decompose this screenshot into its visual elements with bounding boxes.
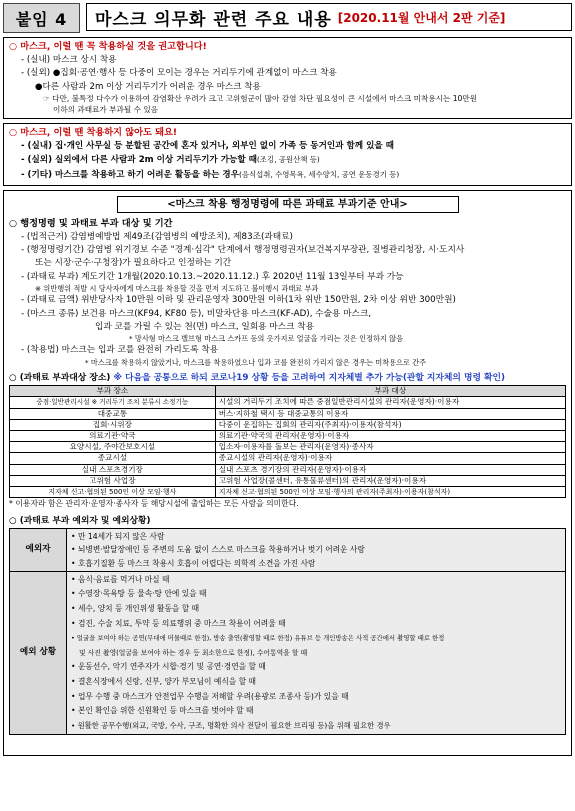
places-heading: ○ (과태료 부과대상 장소) ※ 다음을 공통으로 하되 코로나19 상황 등을 고려하여 지자체별 추가 가능(관할 지자체의 명령 확인) — [9, 373, 506, 384]
table-row: 지자체 신고·협의된 500인 이상 모임·행사 지자체 신고·협의된 500인 이상 모임·행사의 관리자(주최자)·이용자(참석자) — [10, 486, 566, 497]
fine-note: * 마스크를 착용하지 않았거나, 마스크를 착용하였으나 입과 코를 완전히 가리지 않은 경우는 미착용으로 간주 — [85, 357, 427, 367]
list-item: • 호흡기질환 등 마스크 착용시 호흡이 어렵다는 의학적 소견을 가진 사람 — [71, 558, 316, 568]
recommend-line: ●다른 사람과 2m 이상 거리두기가 어려운 경우 마스크 착용 — [35, 81, 261, 92]
not-required-line: - (기타) 마스크를 착용하고 하기 어려운 활동을 하는 경우(음식섭취, 수영목욕, 세수양치, 공연 운동경기 등) — [21, 169, 400, 180]
fine-note: * 망사형 마스크 밸브형 마스크 스카프 등의 옷가지로 얼굴을 가리는 것은 인정하지 않음 — [129, 333, 404, 343]
not-required-line: - (실외) 실외에서 다른 사람과 2m 이상 거리두기가 가능할 때(조깅, 공원산책 등) — [21, 155, 320, 165]
table-row: 실내 스포츠경기장 실내 스포츠 경기장의 관리자(운영자)·이용자 — [10, 464, 566, 475]
places-note: ※ 다음을 공통으로 하되 코로나19 상황 등을 고려하여 지자체별 추가 가능(관할 지자체의 명령 확인) — [113, 373, 506, 384]
attachment-badge: 붙임 4 — [3, 3, 80, 33]
recommend-note: ☞ 다만, 불특정 다수가 이용하여 감염확산 우려가 크고 고위험군이 많아 감염 차단 필요성이 큰 시설에서 마스크 미착용시는 10만원 — [43, 94, 478, 103]
exception-persons — [67, 529, 566, 572]
list-item: • 결혼식장에서 신랑, 신부, 양가 부모님이 예식을 할 때 — [71, 676, 256, 686]
table-row: 종교시설 종교시설의 관리자(운영자)·이용자 — [10, 453, 566, 464]
column-header: 부과 장소 — [10, 386, 216, 397]
places-footnote: * 이용자라 함은 관리자·운영자·종사자 등 해당시설에 출입하는 모든 사람을 의미한다. — [9, 499, 299, 509]
table-row: 고위험 사업장 고위험 사업장(콜센터, 유통물류센터)의 관리자(운영자)·이용자 — [10, 475, 566, 486]
recommend-line: - (실외) ●집회·공연·행사 등 다중이 모이는 경우는 거리두기에 관계없이 마스크 착용 — [21, 68, 337, 78]
fine-line: - (과태료 부과) 계도기간 1개월(2020.10.13.~2020.11.12.) 후 2020년 11월 13일부터 부과 가능 — [21, 271, 404, 282]
exception-situations-label: 예외 상황 — [10, 571, 67, 735]
recommend-box — [3, 37, 572, 119]
recommend-note: 이하의 과태료가 부과될 수 있음 — [53, 104, 159, 114]
column-header: 부과 대상 — [215, 386, 565, 397]
table-row: 의료기관·약국 의료기관·약국의 관리자(운영자)·이용자 — [10, 430, 566, 441]
not-required-box — [3, 123, 572, 186]
fine-section — [3, 190, 572, 756]
table-header-row — [10, 386, 566, 397]
not-required-heading: ○ 마스크, 이럴 땐 착용하지 않아도 돼요! — [9, 127, 178, 138]
fine-note: ※ 위반행위 적발 시 당사자에게 마스크를 착용할 것을 먼저 지도하고 불이행시 과태료 부과 — [35, 283, 319, 293]
document-page — [3, 3, 572, 808]
recommend-heading: ○ 마스크, 이럴 땐 꼭 착용하실 것을 권고합니다! — [9, 41, 207, 52]
list-item: • 수영장·목욕탕 등 물속·탕 안에 있을 때 — [71, 589, 207, 599]
list-item: • 검진, 수술 치료, 투약 등 의료행위 중 마스크 착용이 어려울 때 — [71, 618, 286, 628]
page-title: 마스크 의무화 관련 주요 내용 — [95, 9, 332, 30]
fine-line: 입과 코를 가릴 수 있는 천(면) 마스크, 일회용 마스크 착용 — [95, 321, 315, 332]
exceptions-table — [9, 528, 566, 735]
list-item: • 원활한 공무수행(외교, 국방, 수사, 구조, 명확한 의사 전달이 필요한 브리핑 등)을 위해 필요한 경우 — [71, 720, 391, 730]
fine-line: - (착용법) 마스크는 입과 코를 완전히 가리도록 착용 — [21, 345, 219, 356]
list-item: • 세수, 양치 등 개인위생 활동을 할 때 — [71, 603, 200, 613]
exception-persons-label: 예외자 — [10, 529, 67, 572]
page-subtitle: [2020.11월 안내서 2판 기준] — [337, 10, 506, 25]
exception-situations — [67, 571, 566, 735]
title-box — [86, 3, 572, 31]
table-row: 중점·일반관리시설 ※ 거리두기 조치 분류시 소정기능 시설의 거리두기 조치에 따른 중점일반관리시설의 관리자(운영자)·이용자 — [10, 397, 566, 408]
table-row — [10, 571, 566, 735]
list-item: 및 사진 촬영(얼굴을 보여야 하는 경우 등 최소한으로 한정), 수어통역을 할 때 — [79, 648, 308, 657]
list-item: • 얼굴을 보여야 하는 공연(무대에 머물때로 한정), 방송 출연(촬영할 때로 한정) 유튜브 등 개인방송은 사적 공간에서 촬영할 때로 한정 — [71, 634, 445, 643]
fine-title: <마스크 착용 행정명령에 따른 과태료 부과기준 안내> — [117, 196, 459, 213]
fine-line: - (법적근거) 감염병예방법 제49조(감염병의 예방조치), 제83조(과태료) — [21, 232, 293, 242]
list-item: • 뇌병변·발달장애인 등 주변의 도움 없이 스스로 마스크를 착용하거나 벗기 어려운 사람 — [71, 545, 365, 555]
not-required-line: - (실내) 집·개인 사무실 등 분할된 공간에 혼자 있거나, 외부인 없이 가족 등 동거인과 함께 있을 때 — [21, 140, 394, 151]
places-table — [9, 385, 566, 498]
fine-line: 또는 시장·군수·구청장)가 필요하다고 인정하는 기간 — [35, 258, 232, 269]
fine-line: - (행정명령기간) 감염병 위기경보 수준 "경계·심각" 단계에서 행정명령권자(보건복지부장관, 질병관리청장, 시·도지사 — [21, 245, 465, 256]
fine-line: - (마스크 종류) 보건용 마스크(KF94, KF80 등), 비말차단용 마스크(KF-AD), 수술용 마스크, — [21, 308, 372, 319]
list-item: • 음식·음료를 먹거나 마실 때 — [71, 574, 170, 584]
list-item: • 본인 확인을 위한 신원확인 등 마스크를 벗어야 할 때 — [71, 706, 254, 716]
table-row: 대중교통 버스·지하철 택시 등 대중교통의 이용자 — [10, 408, 566, 419]
fine-line: - (과태료 금액) 위반당사자 10만원 이하 및 관리운영자 300만원 이하(1차 위반 150만원, 2차 이상 위반 300만원) — [21, 295, 456, 306]
table-row — [10, 529, 566, 572]
fine-heading: ○ 행정명령 및 과태료 부과 대상 및 기간 — [9, 218, 173, 229]
header — [3, 3, 572, 33]
list-item: • 업무 수행 중 마스크가 안전업무 수행을 저해할 우려(용광로 조종사 등)가 있을 때 — [71, 691, 349, 701]
table-row: 집회·시위장 다중이 운집하는 집회의 관리자(주최자)·이용자(참석자) — [10, 419, 566, 430]
exceptions-heading: ○ (과태료 부과 예외자 및 예외상황) — [9, 516, 151, 527]
list-item: • 운동선수, 악기 연주자가 시합·경기 및 공연·경연을 할 때 — [71, 662, 266, 672]
list-item: • 만 14세가 되지 않은 사람 — [71, 532, 165, 542]
table-row: 요양시설, 주야간보호시설 입소자·이용자를 돌보는 관리자(운영자)·종사자 — [10, 442, 566, 453]
recommend-line: - (실내) 마스크 상시 착용 — [21, 54, 117, 65]
